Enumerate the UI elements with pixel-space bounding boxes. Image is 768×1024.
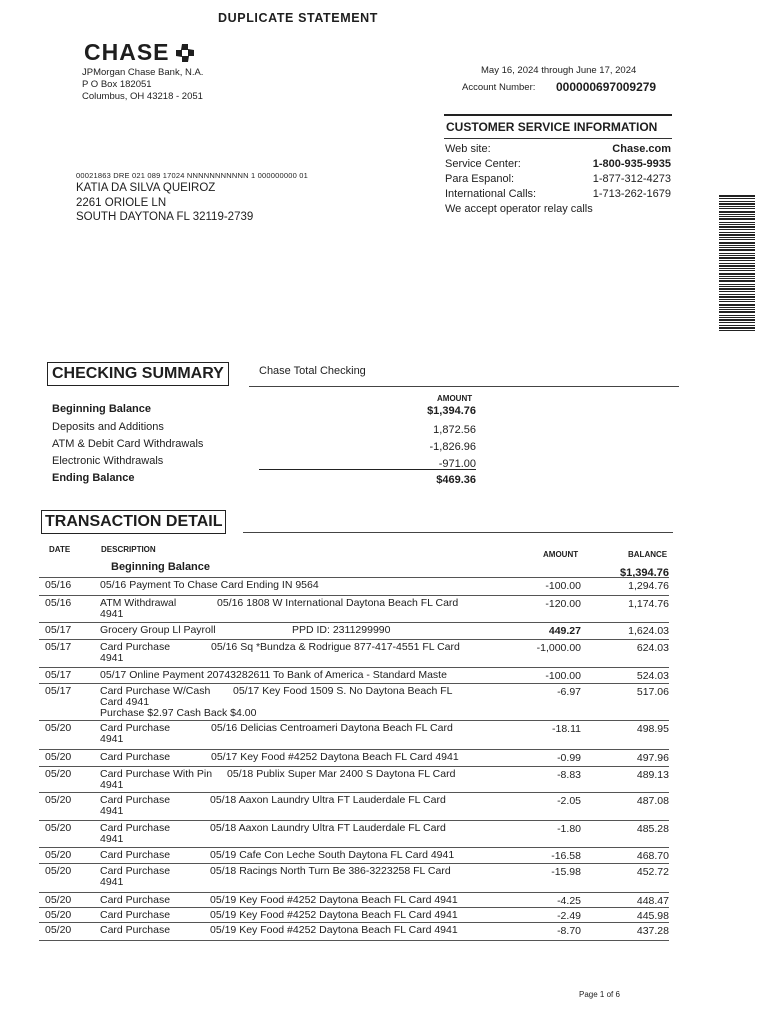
chase-octagon-icon — [175, 43, 195, 63]
transaction-amount: -6.97 — [557, 686, 581, 698]
barcode-bar — [719, 317, 755, 318]
transaction-row — [39, 622, 669, 640]
barcode-bar — [719, 270, 755, 271]
transaction-amount: -0.99 — [557, 752, 581, 764]
transaction-date: 05/17 — [45, 669, 72, 681]
customer-service-title: CUSTOMER SERVICE INFORMATION — [444, 116, 672, 139]
transaction-row — [39, 820, 669, 848]
transaction-date: 05/20 — [45, 894, 72, 906]
transaction-type: Card Purchase W/Cash — [100, 685, 211, 697]
transaction-type: Card Purchase With Pin — [100, 768, 213, 780]
transaction-type: Card Purchase — [100, 924, 171, 936]
summary-value: -1,826.96 — [429, 441, 476, 453]
transaction-row — [39, 749, 669, 767]
summary-row — [52, 438, 476, 453]
transaction-type: 05/16 Payment To Chase Card Ending IN 9564 — [100, 579, 319, 591]
transaction-amount: -2.05 — [557, 795, 581, 807]
transaction-divider — [243, 532, 673, 533]
barcode-bar — [719, 208, 755, 209]
transaction-type: Card Purchase — [100, 909, 171, 921]
transaction-amount: -16.58 — [551, 850, 581, 862]
transaction-row — [39, 683, 669, 721]
barcode-bar — [719, 294, 755, 295]
transaction-date: 05/17 — [45, 624, 72, 636]
barcode-bar — [719, 203, 755, 205]
summary-row — [52, 403, 476, 417]
transaction-balance: 524.03 — [636, 670, 669, 682]
transaction-type: Card Purchase — [100, 849, 171, 861]
transaction-date: 05/20 — [45, 751, 72, 763]
transaction-detail: 05/17 Key Food 1509 S. No Daytona Beach FL — [233, 685, 453, 697]
transaction-date: 05/20 — [45, 865, 72, 877]
barcode-bar — [719, 315, 755, 316]
beginning-balance-value: $1,394.76 — [620, 567, 669, 579]
transaction-amount: 449.27 — [548, 625, 581, 637]
account-number-label: Account Number: — [462, 82, 536, 93]
summary-total-divider — [259, 469, 476, 470]
barcode-bar — [719, 319, 755, 321]
barcode-bar — [719, 327, 755, 329]
transaction-date: 05/16 — [45, 579, 72, 591]
amount-column-header: AMOUNT — [543, 550, 579, 559]
transaction-type: Card Purchase — [100, 794, 171, 806]
transaction-subline: Card 4941 — [100, 696, 150, 708]
barcode-bar — [719, 226, 755, 228]
barcode-bar — [719, 224, 755, 225]
customer-street: 2261 ORIOLE LN — [76, 196, 167, 209]
barcode-bar — [719, 268, 755, 269]
barcode-bar — [719, 257, 755, 259]
barcode-bar — [719, 195, 755, 197]
barcode-bar — [719, 242, 755, 244]
customer-service-value: 1-800-935-9935 — [592, 158, 671, 170]
summary-amount-header: AMOUNT — [437, 394, 473, 403]
transaction-amount: -1.80 — [557, 823, 581, 835]
transaction-balance: 517.06 — [636, 686, 669, 698]
barcode-bar — [719, 260, 755, 261]
transaction-date: 05/20 — [45, 849, 72, 861]
barcode-bar — [719, 325, 755, 326]
transaction-row — [39, 667, 669, 684]
barcode-bar — [719, 296, 755, 298]
barcode-bar — [719, 309, 755, 310]
transaction-detail: 05/18 Aaxon Laundry Ultra FT Lauderdale FL Card — [210, 822, 446, 834]
transaction-amount: -100.00 — [545, 670, 581, 682]
customer-address — [76, 181, 253, 225]
barcode-bar — [719, 265, 755, 267]
transaction-detail-title: TRANSACTION DETAIL — [41, 510, 226, 534]
customer-service-row — [444, 142, 672, 157]
customer-service-label: Web site: — [445, 143, 491, 155]
barcode-bar — [719, 307, 755, 308]
transaction-amount: -100.00 — [545, 580, 581, 592]
transaction-balance: 489.13 — [636, 769, 669, 781]
customer-service-label: International Calls: — [445, 188, 537, 200]
transaction-type: Card Purchase — [100, 722, 171, 734]
barcode-bar — [719, 304, 755, 306]
description-column-header: DESCRIPTION — [101, 545, 156, 554]
table-bottom-border — [39, 940, 669, 941]
barcode-bar — [719, 299, 755, 300]
transaction-balance: 485.28 — [636, 823, 669, 835]
barcode-bar — [719, 198, 755, 199]
barcode-bar — [719, 211, 755, 213]
barcode-bar — [719, 263, 755, 264]
transaction-date: 05/17 — [45, 685, 72, 697]
transaction-amount: -8.70 — [557, 925, 581, 937]
bank-address-line: JPMorgan Chase Bank, N.A. — [82, 67, 204, 78]
summary-label: Ending Balance — [52, 472, 135, 484]
transaction-detail: 05/16 Delicias Centroameri Daytona Beach FL Card — [211, 722, 453, 734]
account-number: 000000697009279 — [556, 80, 657, 94]
transaction-date: 05/20 — [45, 768, 72, 780]
transaction-row — [39, 792, 669, 821]
barcode-bar — [719, 288, 755, 290]
transaction-detail: 05/17 Key Food #4252 Daytona Beach FL Card 4941 — [211, 751, 459, 763]
transaction-subline: 4941 — [100, 733, 124, 745]
bank-address — [82, 67, 203, 103]
customer-service-value: Chase.com — [612, 143, 671, 155]
transaction-balance: 1,624.03 — [628, 625, 669, 637]
transaction-row — [39, 907, 669, 923]
transaction-row — [39, 577, 669, 596]
barcode-bar — [719, 278, 755, 279]
transaction-balance: 1,294.76 — [628, 580, 669, 592]
barcode-bar — [719, 273, 755, 275]
transaction-subline: Purchase $2.97 Cash Back $4.00 — [100, 707, 257, 719]
customer-service-label: Para Espanol: — [445, 173, 515, 185]
summary-value: 1,872.56 — [433, 424, 476, 436]
customer-service-box — [444, 114, 672, 217]
transaction-amount: -18.11 — [552, 723, 581, 735]
barcode-bar — [719, 311, 755, 313]
transaction-type: ATM Withdrawal — [100, 597, 177, 609]
transaction-subline: 4941 — [100, 652, 124, 664]
transaction-row — [39, 892, 669, 908]
transaction-amount: -1,000.00 — [536, 642, 581, 654]
beginning-balance-label: Beginning Balance — [111, 561, 211, 573]
summary-label: ATM & Debit Card Withdrawals — [52, 438, 204, 450]
transaction-detail: 05/18 Aaxon Laundry Ultra FT Lauderdale FL Card — [210, 794, 446, 806]
transaction-balance: 624.03 — [636, 642, 669, 654]
barcode-bar — [719, 239, 755, 240]
transaction-date: 05/20 — [45, 909, 72, 921]
barcode-bar — [719, 201, 755, 202]
customer-service-value: 1-713-262-1679 — [592, 188, 671, 200]
transaction-type: Grocery Group Ll Payroll — [100, 624, 216, 636]
summary-row — [52, 455, 476, 470]
barcode-bar — [719, 234, 755, 236]
balance-column-header: BALANCE — [628, 550, 668, 559]
summary-label: Electronic Withdrawals — [52, 455, 164, 467]
transaction-amount: -8.83 — [557, 769, 581, 781]
barcode-bar — [719, 301, 755, 302]
transaction-type: Card Purchase — [100, 751, 171, 763]
customer-service-row — [444, 157, 672, 172]
barcode-bar — [719, 216, 755, 217]
bank-address-line: P O Box 182051 — [82, 79, 152, 90]
mailing-code-line: 00021863 DRE 021 089 17024 NNNNNNNNNNN 1 000000000 01 — [76, 171, 308, 180]
barcode-bar — [719, 229, 755, 230]
transaction-date: 05/20 — [45, 924, 72, 936]
transaction-balance: 445.98 — [636, 910, 669, 922]
checking-summary-title: CHECKING SUMMARY — [47, 362, 229, 386]
transaction-type: Card Purchase — [100, 641, 171, 653]
transaction-type: Card Purchase — [100, 865, 171, 877]
transaction-detail: 05/18 Publix Super Mar 2400 S Daytona FL Card — [227, 768, 456, 780]
transaction-balance: 498.95 — [636, 723, 669, 735]
barcode-bar — [719, 247, 755, 248]
customer-name: KATIA DA SILVA QUEIROZ — [76, 182, 216, 194]
transaction-subline: 4941 — [100, 805, 124, 817]
barcode-bar — [719, 286, 755, 287]
statement-period: May 16, 2024 through June 17, 2024 — [481, 65, 637, 76]
date-column-header: DATE — [49, 545, 71, 554]
barcode-image — [719, 195, 755, 331]
chase-logo — [84, 39, 195, 66]
transaction-date: 05/16 — [45, 597, 72, 609]
customer-city: SOUTH DAYTONA FL 32119-2739 — [76, 211, 254, 223]
summary-row — [52, 472, 476, 486]
transaction-row — [39, 847, 669, 864]
barcode-bar — [719, 249, 755, 251]
transaction-type: Card Purchase — [100, 894, 171, 906]
transaction-amount: -2.49 — [557, 910, 581, 922]
customer-service-row — [444, 187, 672, 202]
transaction-row — [39, 639, 669, 668]
barcode-bar — [719, 330, 755, 331]
transaction-type: Card Purchase — [100, 822, 171, 834]
statement-title: DUPLICATE STATEMENT — [218, 11, 379, 25]
barcode-bar — [719, 253, 755, 254]
transaction-balance: 437.28 — [636, 925, 669, 937]
checking-summary-subtitle: Chase Total Checking — [259, 365, 366, 377]
transaction-detail: 05/19 Key Food #4252 Daytona Beach FL Card 4941 — [210, 909, 458, 921]
barcode-bar — [719, 245, 755, 246]
transaction-detail: 05/19 Cafe Con Leche South Daytona FL Card 4941 — [210, 849, 455, 861]
transaction-date: 05/20 — [45, 822, 72, 834]
summary-row — [52, 421, 476, 436]
transaction-date: 05/20 — [45, 722, 72, 734]
transaction-detail: 05/19 Key Food #4252 Daytona Beach FL Card 4941 — [210, 894, 458, 906]
transaction-type: 05/17 Online Payment 20743282611 To Bank of America - Standard Maste — [100, 669, 447, 681]
relay-note: We accept operator relay calls — [445, 203, 593, 215]
barcode-bar — [719, 214, 755, 215]
transaction-row — [39, 922, 669, 941]
barcode-bar — [719, 276, 755, 277]
customer-service-label: Service Center: — [445, 158, 521, 170]
summary-value: $1,394.76 — [427, 405, 476, 417]
transaction-balance: 487.08 — [636, 795, 669, 807]
barcode-bar — [719, 237, 755, 238]
logo-wordmark: CHASE — [84, 39, 170, 65]
transaction-detail: PPD ID: 2311299990 — [292, 624, 391, 636]
transaction-balance: 448.47 — [636, 895, 669, 907]
transaction-balance: 497.96 — [636, 752, 669, 764]
transaction-row — [39, 766, 669, 793]
bank-address-line: Columbus, OH 43218 - 2051 — [82, 91, 203, 102]
transaction-amount: -120.00 — [545, 598, 581, 610]
transaction-amount: -4.25 — [557, 895, 581, 907]
summary-label: Beginning Balance — [52, 403, 152, 415]
transaction-row — [39, 720, 669, 750]
transaction-balance: 468.70 — [636, 850, 669, 862]
customer-service-row — [444, 172, 672, 187]
summary-divider — [249, 386, 679, 387]
transaction-balance: 452.72 — [636, 866, 669, 878]
transaction-detail: 05/16 Sq *Bundza & Rodrigue 877-417-4551 FL Card — [211, 641, 460, 653]
barcode-bar — [719, 284, 755, 285]
barcode-bar — [719, 222, 755, 223]
barcode-bar — [719, 218, 755, 220]
barcode-bar — [719, 280, 755, 282]
transaction-row — [39, 595, 669, 623]
summary-value: -971.00 — [438, 458, 476, 470]
transaction-subline: 4941 — [100, 779, 124, 791]
transaction-date: 05/20 — [45, 794, 72, 806]
barcode-bar — [719, 291, 755, 292]
transaction-row — [39, 863, 669, 893]
transaction-subline: 4941 — [100, 876, 124, 888]
transaction-balance: 1,174.76 — [628, 598, 669, 610]
page-number: Page 1 of 6 — [579, 990, 620, 999]
barcode-bar — [719, 232, 755, 233]
summary-label: Deposits and Additions — [52, 421, 164, 433]
customer-service-value: 1-877-312-4273 — [592, 173, 671, 185]
barcode-bar — [719, 322, 755, 323]
transaction-detail: 05/18 Racings North Turn Be 386-3223258 FL Card — [210, 865, 451, 877]
barcode-bar — [719, 255, 755, 256]
transaction-date: 05/17 — [45, 641, 72, 653]
barcode-bar — [719, 206, 755, 207]
transaction-subline: 4941 — [100, 833, 124, 845]
transaction-detail: 05/19 Key Food #4252 Daytona Beach FL Card 4941 — [210, 924, 458, 936]
summary-value: $469.36 — [436, 474, 476, 486]
transaction-amount: -15.98 — [551, 866, 581, 878]
transaction-detail: 05/16 1808 W International Daytona Beach FL Card — [217, 597, 459, 609]
transaction-subline: 4941 — [100, 608, 124, 620]
